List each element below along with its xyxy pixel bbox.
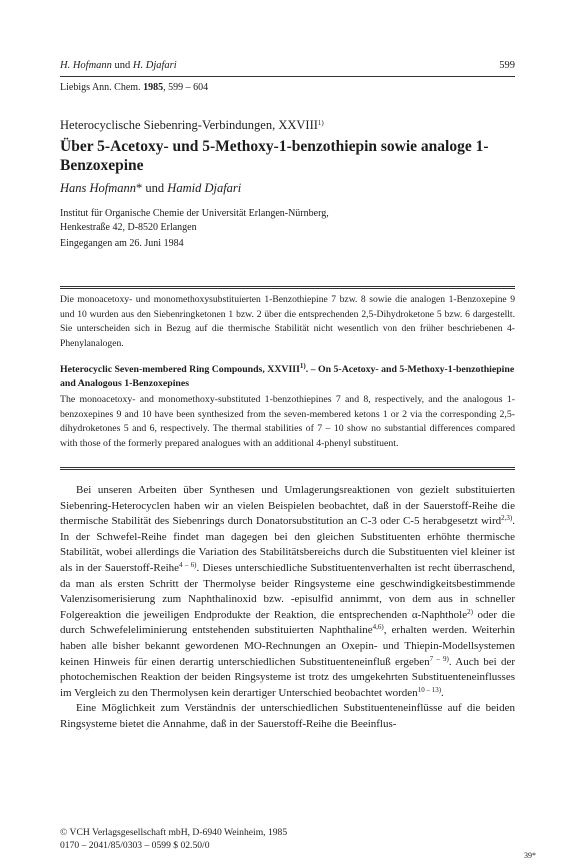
p1-e: , erhalten werden. Weiterhin haben alle bisher bekannt gewordenen MO-Rechnungen an Oxepin- und Thiepin-Modellsystemen keinen Hinweis für einen derartig unterschiedlichen Substituenteneinfluß ergeben — [60, 624, 515, 668]
ref-7-9: 7 – 9) — [429, 654, 449, 663]
ref-2: 2) — [467, 607, 473, 616]
copyright-footer — [60, 826, 287, 852]
running-header — [60, 60, 515, 74]
abstract-rule-top — [60, 286, 515, 287]
journal-page — [60, 0, 515, 864]
p1-c: . Dieses unterschiedliche Substituentenverhalten ist recht überraschend, da man als ersten Schritt der Thermolyse beider Ringsysteme eine geschwindigkeitsbestimmende Valenzisomerisierung zum Naphthalinoxid bzw. -episulfid annimmt, von dem aus in schneller Folgereaktion die jeweiligen Endprodukte der Reaktion, die entsprechenden α-Naphthole — [60, 561, 515, 621]
body-paragraph-1 — [60, 483, 515, 701]
header-author-2: H. Djafari — [132, 60, 177, 71]
journal-citation — [60, 82, 208, 93]
abstract-rule-top-2 — [60, 288, 515, 289]
journal-prefix: Liebigs Ann. Chem. — [60, 82, 144, 93]
p1-g: . — [441, 686, 444, 699]
header-rule — [60, 76, 515, 77]
abstract-en-title-a: Heterocyclic Seven-membered Ring Compounds, XXVIII — [60, 364, 300, 375]
affiliation — [60, 207, 329, 235]
ref-2-3: 2,3) — [501, 514, 513, 523]
signature-mark: 39* — [524, 851, 536, 860]
series-ref: 1) — [317, 119, 324, 127]
author-2: Hamid Djafari — [167, 181, 242, 195]
ref-10-13: 10 – 13) — [417, 685, 442, 694]
p1-d: oder die durch Schwefeleliminierung entstehenden substituierten Naphthaline — [60, 608, 515, 637]
byline — [60, 181, 241, 196]
abstract-german: Die monoacetoxy- und monomethoxysubstituierten 1-Benzothiepine 7 bzw. 8 sowie die analogen 1-Benzoxepine 9 und 10 wurden aus den Siebenringketonen 1 bzw. 2 über die entsprechenden 2,5-Dihydroketone 5 bzw. 6 dargestellt. Sie unterscheiden sich in Bezug auf die thermische Stabilität nicht wesentlich von den früher beschriebenen 4-Phenylanalogen. — [60, 294, 515, 349]
received-date: Eingegangen am 26. Juni 1984 — [60, 238, 184, 249]
series-title — [60, 118, 324, 133]
ref-4-6b: 4,6) — [372, 623, 384, 632]
author-1-mark: * — [136, 181, 143, 195]
article-title: Über 5-Acetoxy- und 5-Methoxy-1-benzothiepin sowie analoge 1-Benzoxepine — [60, 138, 489, 174]
ref-4-6: 4 – 6) — [179, 560, 197, 569]
p1-b: . In der Schwefel-Reihe findet man dagegen bei den gleichen Substituenten erhöhte thermische Stabilität, wobei allerdings die Variation des Stabilitätsbereichs durch die Substituenten viel kleiner ist als in der Sauerstoff-Reihe — [60, 515, 515, 574]
byline-und: und — [142, 181, 168, 195]
journal-year: 1985 — [143, 82, 164, 93]
running-header-authors — [60, 60, 177, 71]
p1-f: . Auch bei der photochemischen Reaktion der beiden Ringsysteme ist trotz des umgekehrten Substituenteneinflusses im Vergleich zu den Thermolysen kein derartiger Unterschied beobachtet worden — [60, 655, 515, 699]
abstract-rule-bottom-2 — [60, 469, 515, 470]
body-paragraph-2: Eine Möglichkeit zum Verständnis der unterschiedlichen Substituenteneinflüsse auf die beiden Ringsysteme bietet die Annahme, daß in der Sauerstoff-Reihe die Beeinflus- — [60, 702, 515, 730]
abstract-english-title — [60, 363, 515, 391]
article-code: 0170 – 2041/85/0303 – 0599 $ 02.50/0 — [60, 840, 210, 851]
journal-pages: , 599 – 604 — [163, 82, 209, 93]
abstract-rule-bottom — [60, 467, 515, 468]
affiliation-line-1: Institut für Organische Chemie der Universität Erlangen-Nürnberg, — [60, 208, 329, 219]
p1-a: Bei unseren Arbeiten über Synthesen und Umlagerungsreaktionen von gezielt substituierten Siebenring-Heterocyclen haben wir an vielen Beispielen beobachtet, daß in der Sauerstoff-Reihe die thermische Stabilität des Siebenrings durch Donatorsubstitution an C-3 oder C-5 herabgesetzt wird — [60, 484, 515, 528]
copyright-line: © VCH Verlagsgesellschaft mbH, D-6940 Weinheim, 1985 — [60, 827, 288, 838]
body-text — [60, 483, 515, 733]
header-author-1: H. Hofmann — [60, 60, 112, 71]
abstract-en-title-b: . – On 5-Acetoxy- and 5-Methoxy-1-benzothiepine and Analogous 1-Benzoxepines — [60, 364, 515, 389]
author-1: Hans Hofmann — [60, 181, 137, 195]
page-number: 599 — [499, 60, 515, 71]
abstract-english: The monoacetoxy- and monomethoxy-substituted 1-benzothiepines 7 and 8, respectively, and the analogous 1-benzoxepines 9 and 10 have been synthesized from the seven-membered ketons 1 or 2 via the corresponding 2,5-dihydroketones 5 and 6, respectively. The thermal stabilities of 7 – 10 show no substantial differences compared with those of the formerly prepared analogues with an additional 4-phenyl substituent. — [60, 394, 515, 449]
header-und: und — [111, 60, 133, 71]
affiliation-line-2: Henkestraße 42, D-8520 Erlangen — [60, 222, 197, 233]
abstract-en-title-ref: 1) — [299, 362, 306, 370]
series-text: Heterocyclische Siebenring-Verbindungen, XXVIII — [60, 118, 318, 132]
